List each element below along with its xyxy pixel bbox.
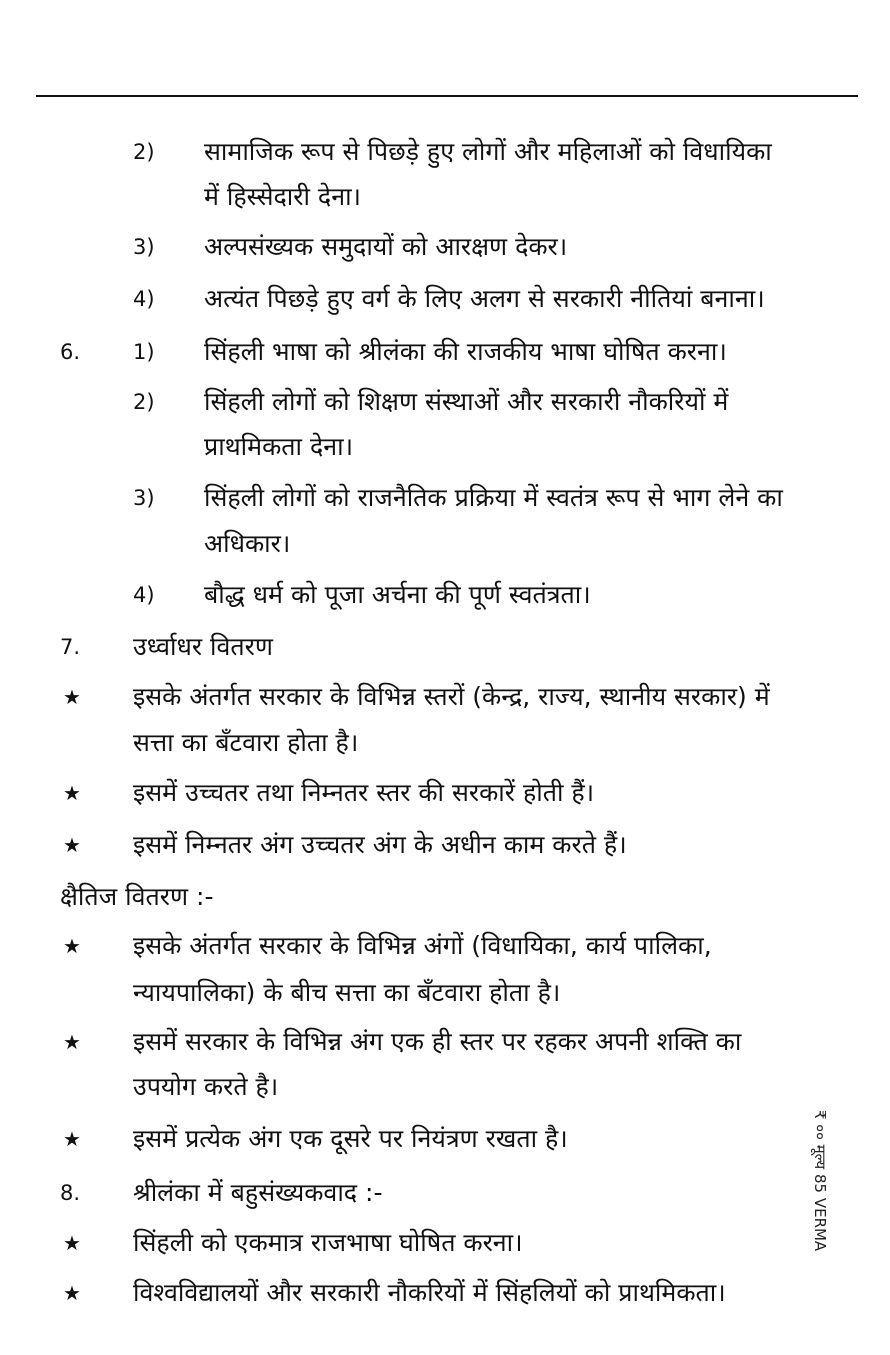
text-line: बौद्ध धर्म को पूजा अर्चना की पूर्ण स्वतंत्रता। [204,580,591,609]
text-line: सत्ता का बँटवारा होता है। [133,728,359,757]
text-line: सामाजिक रूप से पिछड़े हुए लोगों और महिलाओं को विधायिका [204,137,772,166]
text-line: प्राथमिकता देना। [204,432,354,461]
text-line: न्यायपालिका) के बीच सत्ता का बँटवारा होता है। [133,978,561,1007]
bullet-star: ★ [63,1281,81,1305]
text-line: सिंहली को एकमात्र राजभाषा घोषित करना। [133,1228,523,1257]
item-label: 3) [133,486,155,510]
text-line: इसके अंतर्गत सरकार के विभिन्न अंगों (विधायिका, कार्य पालिका, [133,931,712,960]
item-label: 3) [133,235,155,259]
text-line: सिंहली भाषा को श्रीलंका की राजकीय भाषा घोषित करना। [204,337,727,366]
bullet-star: ★ [63,781,81,805]
item-label: 2) [133,390,155,414]
text-line: विश्वविद्यालयों और सरकारी नौकरियों में सिंहलियों को प्राथमिकता। [133,1278,726,1307]
item-label: 1) [133,340,155,364]
text-line: इसमें सरकार के विभिन्न अंग एक ही स्तर पर रहकर अपनी शक्ति का [133,1027,742,1056]
text-line: उर्ध्वाधर वितरण [133,632,273,661]
text-line: सिंहली लोगों को शिक्षण संस्थाओं और सरकारी नौकरियों में [204,387,729,416]
text-line: अत्यंत पिछड़े हुए वर्ग के लिए अलग से सरकारी नीतियां बनाना। [204,284,765,313]
item-label: 4) [133,583,155,607]
text-line: इसमें उच्चतर तथा निम्नतर स्तर की सरकारें होती हैं। [133,778,595,807]
top-rule [36,95,858,97]
text-line: सिंहली लोगों को राजनैतिक प्रक्रिया में स्वतंत्र रूप से भाग लेने का [204,483,783,512]
question-number: 8. [60,1181,81,1205]
text-line: श्रीलंका में बहुसंख्यकवाद :- [133,1178,383,1207]
text-line: उपयोग करते है। [133,1072,279,1101]
side-margin-note: ₹ ०० मूल्य 85 VERMA [811,1110,829,1252]
text-line: इसमें प्रत्येक अंग एक दूसरे पर नियंत्रण रखता है। [133,1124,568,1153]
item-label: 2) [133,140,155,164]
text-line: इसके अंतर्गत सरकार के विभिन्न स्तरों (केन्द्र, राज्य, स्थानीय सरकार) में [133,682,770,711]
question-number: 6. [60,340,81,364]
question-number: 7. [60,635,81,659]
text-line: इसमें निम्नतर अंग उच्चतर अंग के अधीन काम करते हैं। [133,830,627,859]
bullet-star: ★ [63,1231,81,1255]
item-label: 4) [133,287,155,311]
bullet-star: ★ [63,934,81,958]
text-line: में हिस्सेदारी देना। [204,182,362,211]
bullet-star: ★ [63,1030,81,1054]
bullet-star: ★ [63,1127,81,1151]
section-heading: क्षैतिज वितरण :- [60,882,214,911]
text-line: अल्पसंख्यक समुदायों को आरक्षण देकर। [204,232,568,261]
bullet-star: ★ [63,685,81,709]
text-line: अधिकार। [204,529,291,558]
bullet-star: ★ [63,833,81,857]
